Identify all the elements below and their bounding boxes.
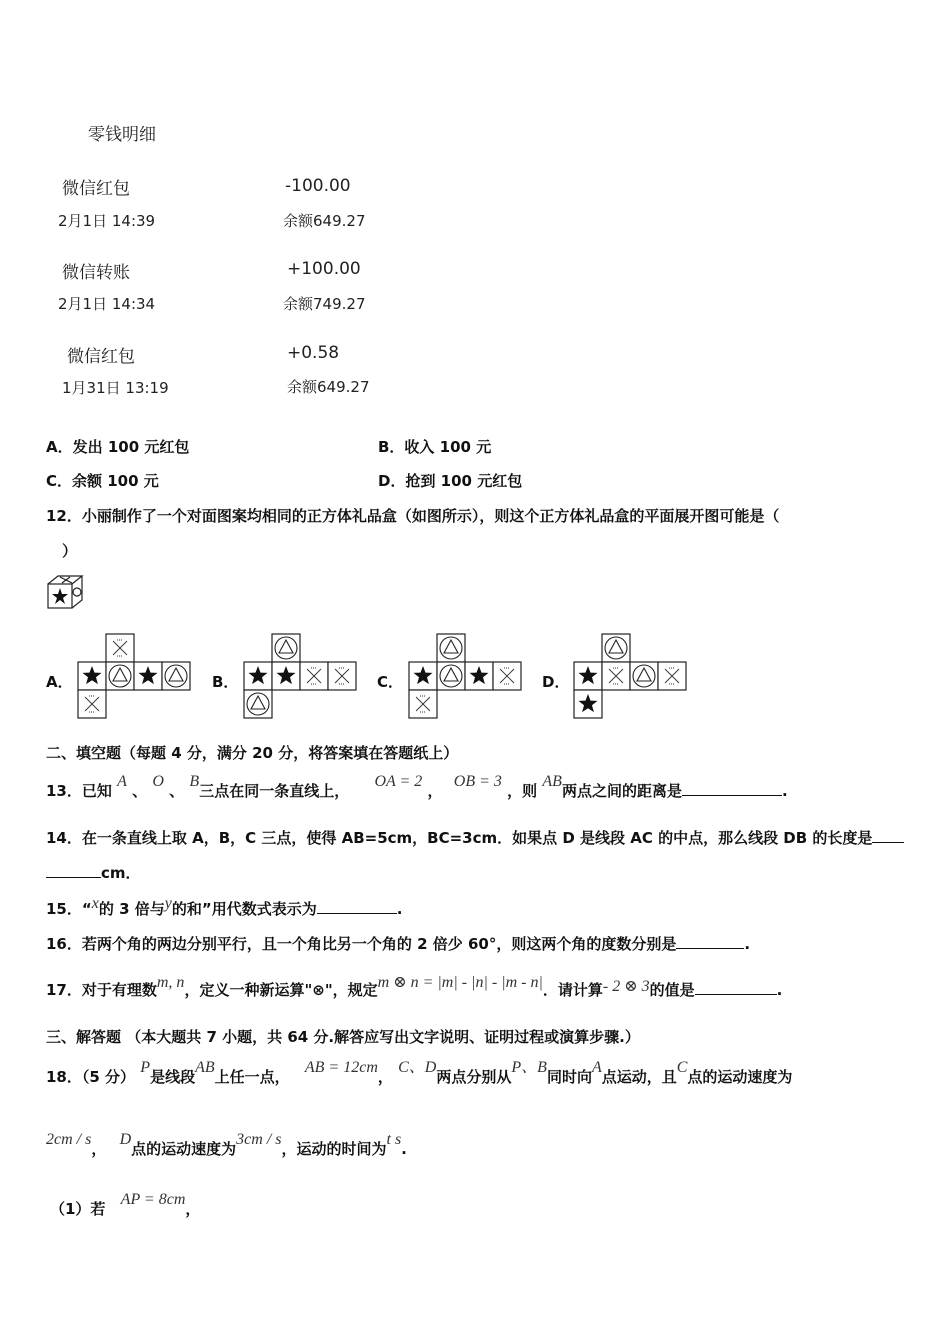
net-face — [409, 662, 437, 690]
net-face — [574, 662, 602, 690]
answer-blank[interactable] — [46, 863, 101, 878]
net-face — [574, 690, 602, 718]
wallet-entry-time: 2月1日 14:34 — [58, 295, 156, 313]
wallet-entry-name: 微信转账 — [62, 263, 130, 283]
net-face — [162, 662, 190, 690]
net-face — [658, 662, 686, 690]
net-c-label: C． — [377, 673, 404, 691]
net-face — [134, 662, 162, 690]
net-face — [272, 662, 300, 690]
section-2-heading: 二、填空题（每题 4 分，满分 20 分，将答案填在答题纸上） — [46, 744, 459, 762]
net-a-figure — [76, 632, 194, 720]
wallet-entry-amount: -100.00 — [285, 176, 351, 196]
net-face — [437, 662, 465, 690]
net-c-figure — [407, 632, 525, 720]
wallet-entry-time: 1月31日 13:19 — [62, 379, 169, 397]
net-face — [493, 662, 521, 690]
wallet-entry-time: 2月1日 14:39 — [58, 212, 156, 230]
answer-blank[interactable] — [682, 781, 782, 796]
question-14: 14．在一条直线上取 A，B，C 三点，使得 AB=5cm，BC=3cm．如果点 D 是线段 AC 的中点，那么线段 DB 的长度是 — [46, 827, 904, 848]
net-d-figure — [572, 632, 690, 720]
wallet-title: 零钱明细 — [88, 125, 156, 145]
net-face — [300, 662, 328, 690]
net-face — [602, 662, 630, 690]
answer-blank[interactable] — [695, 980, 777, 995]
question-16: 16．若两个角的两边分别平行，且一个角比另一个角的 2 倍少 60°，则这两个角的度数分别是 . — [46, 935, 751, 953]
net-b-label: B． — [212, 673, 239, 691]
option-c: C．余额 100 元 — [46, 472, 159, 490]
question-14-cont: cm． — [46, 862, 141, 883]
net-d-label: D． — [542, 673, 570, 691]
wallet-entry-name: 微信红包 — [62, 179, 130, 199]
wallet-entry-balance: 余额649.27 — [283, 212, 366, 230]
net-face — [244, 690, 272, 718]
wallet-entry-amount: +100.00 — [287, 259, 361, 279]
wallet-entry-amount: +0.58 — [287, 343, 340, 363]
net-face — [272, 634, 300, 662]
question-17: 17．对于有理数m, n，定义一种新运算"⊗"，规定m ⊗ n = |m| - |n| - |m - n|．请计算- 2 ⊗ 3的值是 . — [46, 974, 783, 999]
question-18-part-1: （1）若 AP = 8cm， — [50, 1191, 201, 1218]
question-15: 15．“x的 3 倍与y的和”用代数式表示为 . — [46, 895, 403, 918]
question-13: 13．已知 A 、 O 、 B三点在同一条直线上， OA = 2 ， OB = 3 ，则 AB两点之间的距离是 . — [46, 773, 788, 800]
option-b: B．收入 100 元 — [378, 438, 492, 456]
wallet-entry-balance: 余额749.27 — [283, 295, 366, 313]
question-18-cont: 2cm / s， D点的运动速度为3cm / s，运动的时间为t s. — [46, 1131, 407, 1158]
net-face — [409, 690, 437, 718]
wallet-entry-balance: 余额649.27 — [287, 378, 370, 396]
option-d: D．抢到 100 元红包 — [378, 472, 523, 490]
net-face — [328, 662, 356, 690]
answer-blank[interactable] — [676, 934, 744, 949]
question-12-cont: ） — [62, 542, 78, 560]
net-face — [244, 662, 272, 690]
net-face — [465, 662, 493, 690]
net-face — [78, 690, 106, 718]
question-18: 18．（5 分） P是线段AB上任一点， AB = 12cm， C、D两点分别从P、B同时向A点运动，且C点的运动速度为 — [46, 1059, 793, 1086]
net-b-figure — [242, 632, 360, 720]
net-face — [78, 662, 106, 690]
net-a-label: A． — [46, 673, 73, 691]
net-face — [106, 634, 134, 662]
question-12: 12．小丽制作了一个对面图案均相同的正方体礼品盒（如图所示），则这个正方体礼品盒的平面展开图可能是（ — [46, 507, 780, 525]
section-3-heading: 三、解答题 （本大题共 7 小题，共 64 分.解答应写出文字说明、证明过程或演算步骤.） — [46, 1028, 640, 1046]
net-face — [630, 662, 658, 690]
wallet-entry-name: 微信红包 — [67, 347, 135, 367]
net-face — [437, 634, 465, 662]
answer-blank[interactable] — [317, 899, 397, 914]
net-face — [602, 634, 630, 662]
answer-blank[interactable] — [872, 828, 904, 843]
net-face — [106, 662, 134, 690]
cube-figure — [46, 574, 86, 610]
option-a: A．发出 100 元红包 — [46, 438, 190, 456]
